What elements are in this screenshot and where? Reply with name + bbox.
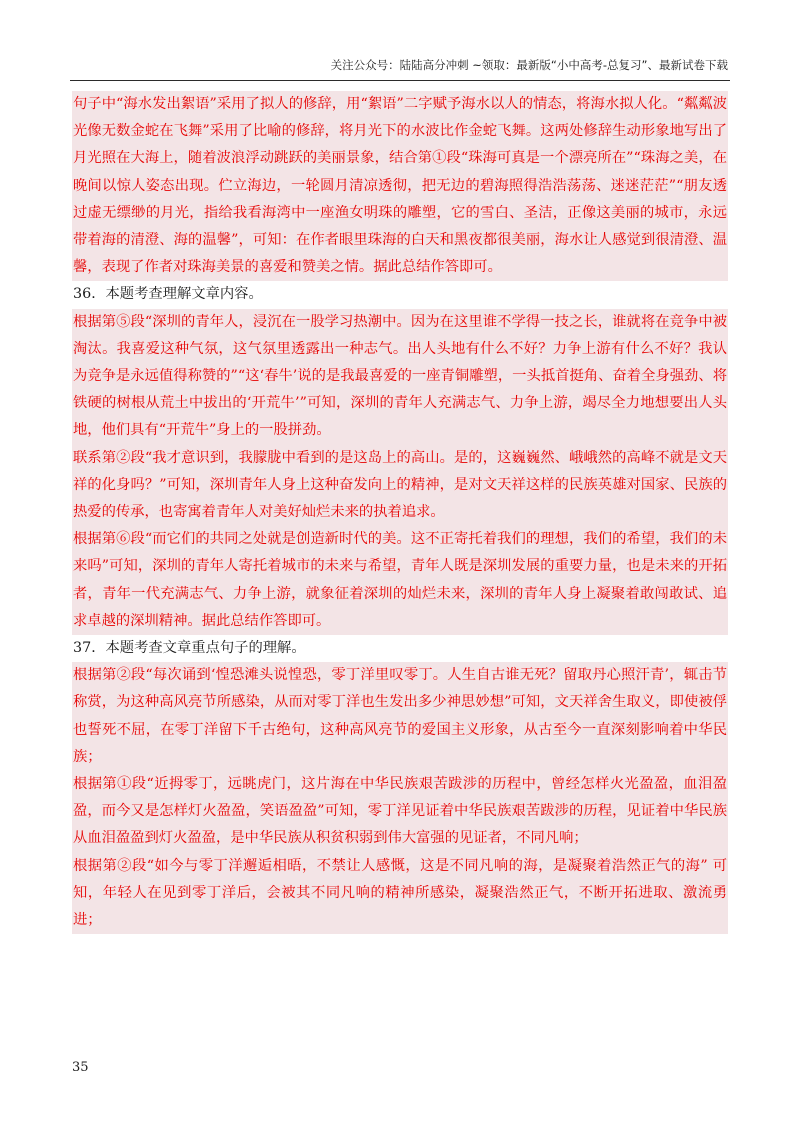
answer-content — [72, 91, 728, 934]
answer-paragraph: 根据第⑤段“深圳的青年人，浸沉在一股学习热潮中。因为在这里谁不学得一技之长，谁就将在竞争中被淘汰。我喜爱这种气氛，这气氛里透露出一种志气。出人头地有什么不好？力争上游有什么不好？我认为竞争是永远值得称赞的”“这‘春牛’说的是我最喜爱的一座青铜雕塑，一头抵首挺角、奋着全身强劲、将铁硬的树根从荒土中拔出的‘开荒牛’”可知，深圳的青年人充满志气、力争上游，竭尽全力地想要出人头地，他们具有“开荒牛”身上的一股拼劲。 — [72, 309, 728, 445]
answer-paragraph: 联系第②段“我才意识到，我朦胧中看到的是这岛上的高山。是的，这巍巍然、峨峨然的高峰不就是文天祥的化身吗？”可知，深圳青年人身上这种奋发向上的精神，是对文天祥这样的民族英雄对国家、民族的热爱的传承，也寄寓着青年人对美好灿烂未来的执着追求。 — [72, 445, 728, 527]
question-heading: 37．本题考查文章重点句子的理解。 — [73, 640, 306, 657]
header-divider — [70, 80, 730, 81]
answer-paragraph: 根据第②段“如今与零丁洋邂逅相晤，不禁让人感慨，这是不同凡响的海，是凝聚着浩然正气的海” 可知，年轻人在见到零丁洋后，会被其不同凡响的精神所感染，凝聚浩然正气，不断开拓进取、激流勇进； — [72, 853, 728, 935]
question-heading: 36．本题考查理解文章内容。 — [73, 286, 263, 303]
page-number: 35 — [72, 1060, 89, 1075]
answer-paragraph: 根据第①段“近拇零丁，远眺虎门，这片海在中华民族艰苦跋涉的历程中，曾经怎样火光盈盈，血泪盈盈，而今又是怎样灯火盈盈，笑语盈盈”可知，零丁洋见证着中华民族艰苦跋涉的历程，见证着中华民族从血泪盈盈到灯火盈盈，是中华民族从积贫积弱到伟大富强的见证者，不同凡响； — [72, 771, 728, 853]
answer-paragraph: 根据第②段“每次诵到‘惶恐滩头说惶恐，零丁洋里叹零丁。人生自古谁无死？留取丹心照汗青’，辄击节称赏，为这种高风亮节所感染，从而对零丁洋也生发出多少神思妙想”可知，文天祥舍生取义，即使被俘也誓死不屈，在零丁洋留下千古绝句，这种高风亮节的爱国主义形象，从古至今一直深刻影响着中华民族； — [72, 662, 728, 771]
answer-paragraph: 句子中“海水发出絮语”采用了拟人的修辞，用“絮语”二字赋予海水以人的情态，将海水拟人化。“粼粼波光像无数金蛇在飞舞”采用了比喻的修辞，将月光下的水波比作金蛇飞舞。这两处修辞生动形象地写出了月光照在大海上，随着波浪浮动跳跃的美丽景象，结合第①段“珠海可真是一个漂亮所在”“珠海之美，在晚间以惊人姿态出现。伫立海边，一轮圆月清凉透彻，把无边的碧海照得浩浩荡荡、迷迷茫茫”“朋友透过虚无缥缈的月光，指给我看海湾中一座渔女明珠的雕塑，它的雪白、圣洁，正像这美丽的城市，永远带着海的清澄、海的温馨”，可知：在作者眼里珠海的白天和黑夜都很美丽，海水让人感觉到很清澄、温馨，表现了作者对珠海美景的喜爱和赞美之情。据此总结作答即可。 — [72, 91, 728, 281]
answer-paragraph: 根据第⑥段“而它们的共同之处就是创造新时代的美。这不正寄托着我们的理想，我们的希望，我们的未来吗”可知，深圳的青年人寄托着城市的未来与希望，青年人既是深圳发展的重要力量，也是未来的开拓者，青年一代充满志气、力争上游，就象征着深圳的灿烂未来，深圳的青年人身上凝聚着敢闯敢试、追求卓越的深圳精神。据此总结作答即可。 — [72, 526, 728, 635]
page-header: 关注公众号：陆陆高分冲刺 ~领取：最新版“小中高考-总复习”、最新试卷下载 — [330, 58, 728, 72]
